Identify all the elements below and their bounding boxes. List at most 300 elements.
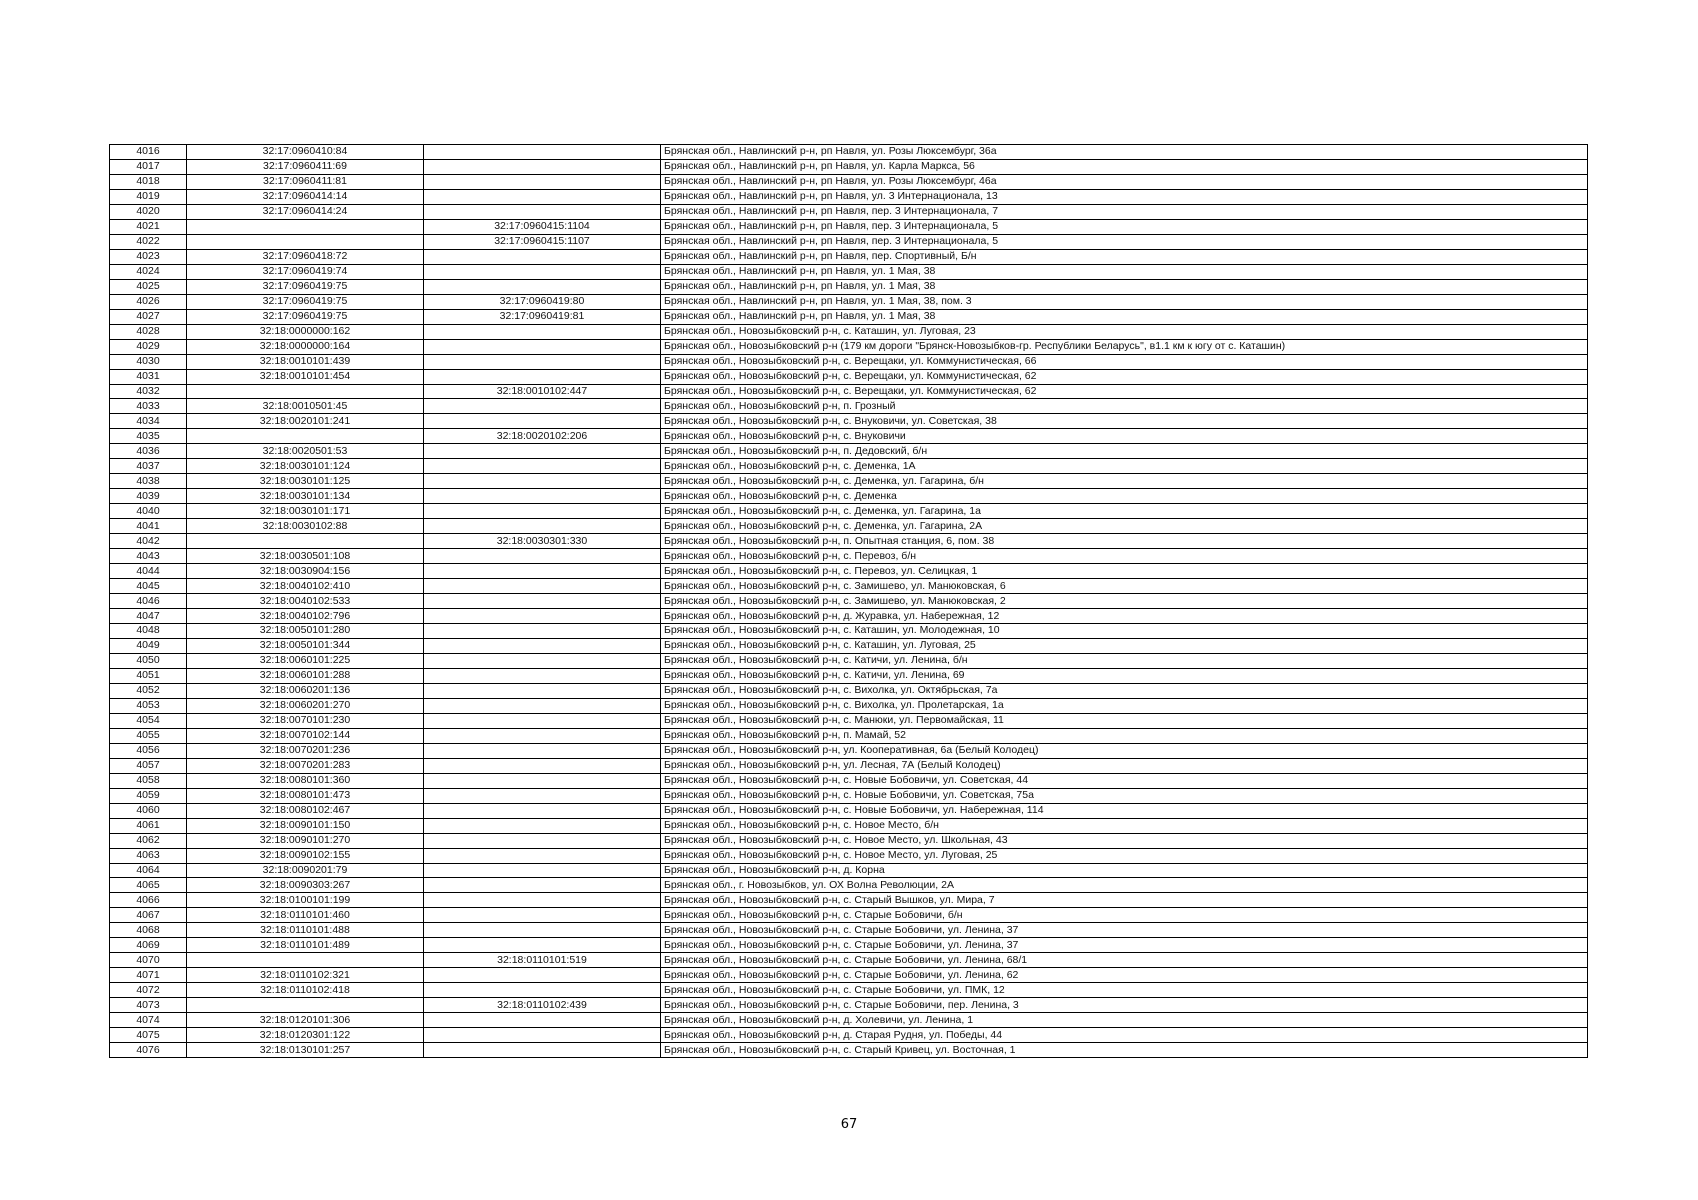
row-number-cell: 4072	[110, 983, 187, 998]
records-table	[109, 144, 1588, 1058]
address-cell: Брянская обл., Новозыбковский р-н, с. Деменка	[661, 489, 1588, 504]
row-number-cell: 4054	[110, 713, 187, 728]
table-row	[110, 758, 1588, 773]
table-row	[110, 294, 1588, 309]
row-number-cell: 4025	[110, 279, 187, 294]
cadastral-number-2-cell: 32:18:0030301:330	[424, 534, 661, 549]
address-cell: Брянская обл., Новозыбковский р-н, с. Катичи, ул. Ленина, б/н	[661, 653, 1588, 668]
cadastral-number-2-cell	[424, 414, 661, 429]
address-cell: Брянская обл., Новозыбковский р-н (179 км дороги "Брянск-Новозыбков-гр. Республики Беларусь", в1.1 км к югу от с. Каташин)	[661, 339, 1588, 354]
table-row	[110, 698, 1588, 713]
address-cell: Брянская обл., Новозыбковский р-н, д. Старая Рудня, ул. Победы, 44	[661, 1028, 1588, 1043]
cadastral-number-cell: 32:17:0960419:75	[187, 309, 424, 324]
address-cell: Брянская обл., Новозыбковский р-н, с. Катичи, ул. Ленина, 69	[661, 668, 1588, 683]
row-number-cell: 4044	[110, 564, 187, 579]
cadastral-number-cell: 32:18:0120101:306	[187, 1013, 424, 1028]
row-number-cell: 4069	[110, 938, 187, 953]
cadastral-number-2-cell: 32:17:0960419:81	[424, 309, 661, 324]
table-row	[110, 189, 1588, 204]
cadastral-number-2-cell	[424, 1028, 661, 1043]
address-cell: Брянская обл., Новозыбковский р-н, п. Грозный	[661, 399, 1588, 414]
cadastral-number-2-cell	[424, 638, 661, 653]
row-number-cell: 4020	[110, 204, 187, 219]
cadastral-number-cell: 32:17:0960418:72	[187, 249, 424, 264]
row-number-cell: 4075	[110, 1028, 187, 1043]
cadastral-number-cell: 32:18:0080101:473	[187, 788, 424, 803]
row-number-cell: 4061	[110, 818, 187, 833]
address-cell: Брянская обл., Новозыбковский р-н, с. Внуковичи	[661, 429, 1588, 444]
cadastral-number-2-cell: 32:17:0960415:1104	[424, 219, 661, 234]
row-number-cell: 4041	[110, 519, 187, 534]
cadastral-number-cell: 32:18:0030101:171	[187, 504, 424, 519]
table-row	[110, 504, 1588, 519]
cadastral-number-2-cell	[424, 788, 661, 803]
cadastral-number-2-cell: 32:17:0960419:80	[424, 294, 661, 309]
table-row	[110, 429, 1588, 444]
address-cell: Брянская обл., Навлинский р-н, рп Навля, ул. 1 Мая, 38, пом. 3	[661, 294, 1588, 309]
cadastral-number-cell: 32:18:0030501:108	[187, 549, 424, 564]
table-row	[110, 489, 1588, 504]
address-cell: Брянская обл., г. Новозыбков, ул. ОХ Волна Революции, 2А	[661, 878, 1588, 893]
row-number-cell: 4038	[110, 474, 187, 489]
address-cell: Брянская обл., Новозыбковский р-н, с. Новое Место, б/н	[661, 818, 1588, 833]
cadastral-number-2-cell	[424, 204, 661, 219]
table-row	[110, 339, 1588, 354]
row-number-cell: 4027	[110, 309, 187, 324]
table-row	[110, 384, 1588, 399]
address-cell: Брянская обл., Навлинский р-н, рп Навля, пер. 3 Интернационала, 7	[661, 204, 1588, 219]
cadastral-number-2-cell	[424, 773, 661, 788]
cadastral-number-cell: 32:18:0030904:156	[187, 564, 424, 579]
cadastral-number-2-cell	[424, 324, 661, 339]
row-number-cell: 4048	[110, 624, 187, 639]
row-number-cell: 4066	[110, 893, 187, 908]
cadastral-number-2-cell	[424, 609, 661, 624]
table-row	[110, 968, 1588, 983]
cadastral-number-cell: 32:17:0960419:75	[187, 279, 424, 294]
cadastral-number-cell: 32:18:0090303:267	[187, 878, 424, 893]
address-cell: Брянская обл., Новозыбковский р-н, с. Новые Бобовичи, ул. Набережная, 114	[661, 803, 1588, 818]
address-cell: Брянская обл., Новозыбковский р-н, с. Перевоз, б/н	[661, 549, 1588, 564]
row-number-cell: 4060	[110, 803, 187, 818]
row-number-cell: 4036	[110, 444, 187, 459]
address-cell: Брянская обл., Новозыбковский р-н, с. Старый Вышков, ул. Мира, 7	[661, 893, 1588, 908]
address-cell: Брянская обл., Новозыбковский р-н, с. Замишево, ул. Манюковская, 6	[661, 579, 1588, 594]
row-number-cell: 4047	[110, 609, 187, 624]
address-cell: Брянская обл., Новозыбковский р-н, ул. Лесная, 7А (Белый Колодец)	[661, 758, 1588, 773]
cadastral-number-cell: 32:17:0960410:84	[187, 145, 424, 160]
table-row	[110, 923, 1588, 938]
cadastral-number-2-cell	[424, 444, 661, 459]
cadastral-number-2-cell: 32:18:0110101:519	[424, 953, 661, 968]
cadastral-number-cell: 32:18:0030101:125	[187, 474, 424, 489]
cadastral-number-cell: 32:18:0120301:122	[187, 1028, 424, 1043]
table-row	[110, 713, 1588, 728]
address-cell: Брянская обл., Новозыбковский р-н, с. Новое Место, ул. Школьная, 43	[661, 833, 1588, 848]
cadastral-number-cell: 32:17:0960414:24	[187, 204, 424, 219]
table-row	[110, 474, 1588, 489]
row-number-cell: 4018	[110, 174, 187, 189]
cadastral-number-2-cell	[424, 1013, 661, 1028]
cadastral-number-cell: 32:18:0130101:257	[187, 1043, 424, 1058]
row-number-cell: 4033	[110, 399, 187, 414]
table-row	[110, 234, 1588, 249]
address-cell: Брянская обл., Новозыбковский р-н, с. Новые Бобовичи, ул. Советская, 75а	[661, 788, 1588, 803]
table-row	[110, 249, 1588, 264]
records-body	[110, 145, 1588, 1058]
address-cell: Брянская обл., Новозыбковский р-н, д. Журавка, ул. Набережная, 12	[661, 609, 1588, 624]
cadastral-number-cell: 32:18:0010101:454	[187, 369, 424, 384]
table-row	[110, 998, 1588, 1013]
row-number-cell: 4051	[110, 668, 187, 683]
cadastral-number-cell	[187, 234, 424, 249]
row-number-cell: 4024	[110, 264, 187, 279]
address-cell: Брянская обл., Новозыбковский р-н, с. Внуковичи, ул. Советская, 38	[661, 414, 1588, 429]
row-number-cell: 4058	[110, 773, 187, 788]
cadastral-number-cell: 32:18:0010501:45	[187, 399, 424, 414]
cadastral-number-cell: 32:18:0090201:79	[187, 863, 424, 878]
table-row	[110, 609, 1588, 624]
cadastral-number-2-cell	[424, 713, 661, 728]
cadastral-number-cell	[187, 219, 424, 234]
cadastral-number-2-cell	[424, 833, 661, 848]
address-cell: Брянская обл., Новозыбковский р-н, с. Каташин, ул. Молодежная, 10	[661, 624, 1588, 639]
row-number-cell: 4050	[110, 653, 187, 668]
table-row	[110, 579, 1588, 594]
address-cell: Брянская обл., Новозыбковский р-н, д. Корна	[661, 863, 1588, 878]
table-row	[110, 878, 1588, 893]
cadastral-number-cell: 32:18:0090101:270	[187, 833, 424, 848]
row-number-cell: 4059	[110, 788, 187, 803]
cadastral-number-cell: 32:18:0030102:88	[187, 519, 424, 534]
cadastral-number-cell: 32:18:0000000:164	[187, 339, 424, 354]
address-cell: Брянская обл., Новозыбковский р-н, с. Верещаки, ул. Коммунистическая, 66	[661, 354, 1588, 369]
address-cell: Брянская обл., Навлинский р-н, рп Навля, ул. Розы Люксембург, 36а	[661, 145, 1588, 160]
cadastral-number-2-cell	[424, 683, 661, 698]
cadastral-number-2-cell: 32:17:0960415:1107	[424, 234, 661, 249]
cadastral-number-cell: 32:17:0960411:69	[187, 159, 424, 174]
cadastral-number-2-cell	[424, 968, 661, 983]
table-row	[110, 369, 1588, 384]
cadastral-number-2-cell	[424, 264, 661, 279]
address-cell: Брянская обл., Навлинский р-н, рп Навля, пер. Спортивный, Б/н	[661, 249, 1588, 264]
table-row	[110, 818, 1588, 833]
cadastral-number-cell: 32:18:0070101:230	[187, 713, 424, 728]
row-number-cell: 4064	[110, 863, 187, 878]
address-cell: Брянская обл., Новозыбковский р-н, с. Старые Бобовичи, ул. Ленина, 37	[661, 923, 1588, 938]
table-row	[110, 399, 1588, 414]
cadastral-number-2-cell	[424, 354, 661, 369]
table-row	[110, 668, 1588, 683]
cadastral-number-2-cell	[424, 818, 661, 833]
cadastral-number-cell	[187, 953, 424, 968]
address-cell: Брянская обл., Новозыбковский р-н, п. Мамай, 52	[661, 728, 1588, 743]
address-cell: Брянская обл., Новозыбковский р-н, с. Манюки, ул. Первомайская, 11	[661, 713, 1588, 728]
cadastral-number-2-cell	[424, 758, 661, 773]
row-number-cell: 4063	[110, 848, 187, 863]
address-cell: Брянская обл., Навлинский р-н, рп Навля, ул. 1 Мая, 38	[661, 264, 1588, 279]
cadastral-number-cell: 32:18:0110101:460	[187, 908, 424, 923]
address-cell: Брянская обл., Новозыбковский р-н, с. Новые Бобовичи, ул. Советская, 44	[661, 773, 1588, 788]
cadastral-number-cell: 32:18:0060201:136	[187, 683, 424, 698]
address-cell: Брянская обл., Новозыбковский р-н, с. Новое Место, ул. Луговая, 25	[661, 848, 1588, 863]
cadastral-number-cell: 32:18:0010101:439	[187, 354, 424, 369]
address-cell: Брянская обл., Навлинский р-н, рп Навля, пер. 3 Интернационала, 5	[661, 219, 1588, 234]
row-number-cell: 4055	[110, 728, 187, 743]
cadastral-number-2-cell	[424, 938, 661, 953]
cadastral-number-cell: 32:18:0110102:418	[187, 983, 424, 998]
table-row	[110, 459, 1588, 474]
table-row	[110, 204, 1588, 219]
table-row	[110, 594, 1588, 609]
cadastral-number-cell: 32:18:0060101:288	[187, 668, 424, 683]
table-row	[110, 728, 1588, 743]
page-number: 67	[840, 1117, 858, 1132]
row-number-cell: 4039	[110, 489, 187, 504]
cadastral-number-2-cell	[424, 624, 661, 639]
cadastral-number-2-cell	[424, 579, 661, 594]
address-cell: Брянская обл., Новозыбковский р-н, с. Старые Бобовичи, ул. Ленина, 68/1	[661, 953, 1588, 968]
address-cell: Брянская обл., Новозыбковский р-н, с. Старые Бобовичи, пер. Ленина, 3	[661, 998, 1588, 1013]
table-row	[110, 803, 1588, 818]
cadastral-number-2-cell: 32:18:0020102:206	[424, 429, 661, 444]
cadastral-number-2-cell	[424, 893, 661, 908]
row-number-cell: 4070	[110, 953, 187, 968]
cadastral-number-cell	[187, 384, 424, 399]
table-row	[110, 1013, 1588, 1028]
row-number-cell: 4065	[110, 878, 187, 893]
address-cell: Брянская обл., Навлинский р-н, рп Навля, ул. Розы Люксембург, 46а	[661, 174, 1588, 189]
address-cell: Брянская обл., Новозыбковский р-н, с. Вихолка, ул. Пролетарская, 1а	[661, 698, 1588, 713]
cadastral-number-cell: 32:18:0040102:533	[187, 594, 424, 609]
cadastral-number-2-cell	[424, 159, 661, 174]
table-row	[110, 264, 1588, 279]
cadastral-number-2-cell	[424, 519, 661, 534]
cadastral-number-2-cell	[424, 698, 661, 713]
row-number-cell: 4057	[110, 758, 187, 773]
address-cell: Брянская обл., Новозыбковский р-н, с. Деменка, ул. Гагарина, 2А	[661, 519, 1588, 534]
table-row	[110, 1043, 1588, 1058]
cadastral-number-cell: 32:18:0070201:283	[187, 758, 424, 773]
address-cell: Брянская обл., Навлинский р-н, рп Навля, ул. 1 Мая, 38	[661, 279, 1588, 294]
address-cell: Брянская обл., Навлинский р-н, рп Навля, ул. Карла Маркса, 56	[661, 159, 1588, 174]
table-row	[110, 444, 1588, 459]
row-number-cell: 4021	[110, 219, 187, 234]
cadastral-number-cell	[187, 998, 424, 1013]
cadastral-number-cell: 32:18:0060201:270	[187, 698, 424, 713]
cadastral-number-2-cell	[424, 279, 661, 294]
cadastral-number-2-cell: 32:18:0110102:439	[424, 998, 661, 1013]
cadastral-number-2-cell	[424, 189, 661, 204]
cadastral-number-cell	[187, 534, 424, 549]
address-cell: Брянская обл., Новозыбковский р-н, с. Деменка, 1А	[661, 459, 1588, 474]
table-row	[110, 638, 1588, 653]
row-number-cell: 4062	[110, 833, 187, 848]
address-cell: Брянская обл., Новозыбковский р-н, п. Дедовский, б/н	[661, 444, 1588, 459]
table-row	[110, 159, 1588, 174]
table-row	[110, 549, 1588, 564]
cadastral-number-2-cell	[424, 594, 661, 609]
cadastral-number-cell: 32:18:0020101:241	[187, 414, 424, 429]
cadastral-number-cell: 32:18:0050101:280	[187, 624, 424, 639]
cadastral-number-2-cell	[424, 878, 661, 893]
row-number-cell: 4056	[110, 743, 187, 758]
cadastral-number-cell: 32:18:0030101:134	[187, 489, 424, 504]
cadastral-number-2-cell	[424, 489, 661, 504]
table-row	[110, 174, 1588, 189]
cadastral-number-cell: 32:18:0110101:488	[187, 923, 424, 938]
cadastral-number-2-cell	[424, 1043, 661, 1058]
row-number-cell: 4029	[110, 339, 187, 354]
table-row	[110, 145, 1588, 160]
row-number-cell: 4052	[110, 683, 187, 698]
cadastral-number-2-cell	[424, 743, 661, 758]
row-number-cell: 4043	[110, 549, 187, 564]
row-number-cell: 4042	[110, 534, 187, 549]
address-cell: Брянская обл., Новозыбковский р-н, с. Старые Бобовичи, ул. ПМК, 12	[661, 983, 1588, 998]
cadastral-number-cell: 32:18:0090102:155	[187, 848, 424, 863]
address-cell: Брянская обл., Новозыбковский р-н, с. Деменка, ул. Гагарина, б/н	[661, 474, 1588, 489]
cadastral-number-cell: 32:18:0030101:124	[187, 459, 424, 474]
row-number-cell: 4071	[110, 968, 187, 983]
cadastral-number-2-cell	[424, 728, 661, 743]
cadastral-number-cell: 32:18:0090101:150	[187, 818, 424, 833]
address-cell: Брянская обл., Новозыбковский р-н, с. Верещаки, ул. Коммунистическая, 62	[661, 384, 1588, 399]
cadastral-number-2-cell	[424, 399, 661, 414]
cadastral-number-2-cell	[424, 459, 661, 474]
cadastral-number-cell	[187, 429, 424, 444]
table-row	[110, 309, 1588, 324]
address-cell: Брянская обл., Новозыбковский р-н, п. Опытная станция, 6, пом. 38	[661, 534, 1588, 549]
row-number-cell: 4076	[110, 1043, 187, 1058]
table-row	[110, 788, 1588, 803]
row-number-cell: 4016	[110, 145, 187, 160]
cadastral-number-2-cell	[424, 549, 661, 564]
row-number-cell: 4030	[110, 354, 187, 369]
row-number-cell: 4034	[110, 414, 187, 429]
table-row	[110, 534, 1588, 549]
cadastral-number-cell: 32:18:0060101:225	[187, 653, 424, 668]
cadastral-number-cell: 32:18:0040102:796	[187, 609, 424, 624]
cadastral-number-cell: 32:18:0110101:489	[187, 938, 424, 953]
row-number-cell: 4022	[110, 234, 187, 249]
table-row	[110, 219, 1588, 234]
cadastral-number-2-cell	[424, 653, 661, 668]
row-number-cell: 4031	[110, 369, 187, 384]
address-cell: Брянская обл., Новозыбковский р-н, с. Каташин, ул. Луговая, 23	[661, 324, 1588, 339]
row-number-cell: 4037	[110, 459, 187, 474]
cadastral-number-2-cell: 32:18:0010102:447	[424, 384, 661, 399]
address-cell: Брянская обл., Новозыбковский р-н, ул. Кооперативная, 6а (Белый Колодец)	[661, 743, 1588, 758]
row-number-cell: 4067	[110, 908, 187, 923]
table-row	[110, 414, 1588, 429]
table-row	[110, 653, 1588, 668]
cadastral-number-2-cell	[424, 848, 661, 863]
cadastral-number-cell: 32:18:0080101:360	[187, 773, 424, 788]
table-row	[110, 564, 1588, 579]
table-row	[110, 938, 1588, 953]
address-cell: Брянская обл., Новозыбковский р-н, с. Верещаки, ул. Коммунистическая, 62	[661, 369, 1588, 384]
table-row	[110, 1028, 1588, 1043]
cadastral-number-cell: 32:18:0050101:344	[187, 638, 424, 653]
row-number-cell: 4073	[110, 998, 187, 1013]
cadastral-number-cell: 32:17:0960414:14	[187, 189, 424, 204]
table-row	[110, 863, 1588, 878]
cadastral-number-2-cell	[424, 564, 661, 579]
cadastral-number-cell: 32:18:0070102:144	[187, 728, 424, 743]
row-number-cell: 4023	[110, 249, 187, 264]
table-row	[110, 683, 1588, 698]
table-row	[110, 773, 1588, 788]
table-row	[110, 908, 1588, 923]
table-row	[110, 324, 1588, 339]
address-cell: Брянская обл., Новозыбковский р-н, с. Старые Бобовичи, ул. Ленина, 62	[661, 968, 1588, 983]
cadastral-number-cell: 32:17:0960411:81	[187, 174, 424, 189]
table-row	[110, 833, 1588, 848]
table-row	[110, 624, 1588, 639]
cadastral-number-cell: 32:18:0110102:321	[187, 968, 424, 983]
row-number-cell: 4045	[110, 579, 187, 594]
address-cell: Брянская обл., Новозыбковский р-н, с. Деменка, ул. Гагарина, 1а	[661, 504, 1588, 519]
cadastral-number-cell: 32:18:0070201:236	[187, 743, 424, 758]
address-cell: Брянская обл., Новозыбковский р-н, с. Старые Бобовичи, ул. Ленина, 37	[661, 938, 1588, 953]
cadastral-number-2-cell	[424, 369, 661, 384]
cadastral-number-2-cell	[424, 983, 661, 998]
cadastral-number-2-cell	[424, 863, 661, 878]
table-row	[110, 519, 1588, 534]
cadastral-number-2-cell	[424, 474, 661, 489]
address-cell: Брянская обл., Новозыбковский р-н, с. Замишево, ул. Манюковская, 2	[661, 594, 1588, 609]
address-cell: Брянская обл., Новозыбковский р-н, с. Старый Кривец, ул. Восточная, 1	[661, 1043, 1588, 1058]
cadastral-number-2-cell	[424, 803, 661, 818]
table-row	[110, 354, 1588, 369]
address-cell: Брянская обл., Новозыбковский р-н, с. Перевоз, ул. Селицкая, 1	[661, 564, 1588, 579]
cadastral-number-2-cell	[424, 908, 661, 923]
table-row	[110, 279, 1588, 294]
row-number-cell: 4068	[110, 923, 187, 938]
address-cell: Брянская обл., Новозыбковский р-н, д. Холевичи, ул. Ленина, 1	[661, 1013, 1588, 1028]
cadastral-number-cell: 32:18:0080102:467	[187, 803, 424, 818]
row-number-cell: 4026	[110, 294, 187, 309]
cadastral-number-cell: 32:17:0960419:75	[187, 294, 424, 309]
address-cell: Брянская обл., Новозыбковский р-н, с. Вихолка, ул. Октябрьская, 7а	[661, 683, 1588, 698]
cadastral-number-2-cell	[424, 174, 661, 189]
row-number-cell: 4028	[110, 324, 187, 339]
table-row	[110, 893, 1588, 908]
table-row	[110, 743, 1588, 758]
cadastral-number-cell: 32:18:0020501:53	[187, 444, 424, 459]
address-cell: Брянская обл., Новозыбковский р-н, с. Старые Бобовичи, б/н	[661, 908, 1588, 923]
address-cell: Брянская обл., Новозыбковский р-н, с. Каташин, ул. Луговая, 25	[661, 638, 1588, 653]
row-number-cell: 4074	[110, 1013, 187, 1028]
cadastral-number-cell: 32:17:0960419:74	[187, 264, 424, 279]
cadastral-number-cell: 32:18:0100101:199	[187, 893, 424, 908]
table-row	[110, 983, 1588, 998]
cadastral-number-2-cell	[424, 504, 661, 519]
address-cell: Брянская обл., Навлинский р-н, рп Навля, ул. 3 Интернационала, 13	[661, 189, 1588, 204]
cadastral-number-2-cell	[424, 668, 661, 683]
table-row	[110, 848, 1588, 863]
row-number-cell: 4032	[110, 384, 187, 399]
address-cell: Брянская обл., Навлинский р-н, рп Навля, пер. 3 Интернационала, 5	[661, 234, 1588, 249]
cadastral-number-2-cell	[424, 923, 661, 938]
address-cell: Брянская обл., Навлинский р-н, рп Навля, ул. 1 Мая, 38	[661, 309, 1588, 324]
cadastral-number-2-cell	[424, 145, 661, 160]
row-number-cell: 4049	[110, 638, 187, 653]
row-number-cell: 4019	[110, 189, 187, 204]
cadastral-number-cell: 32:18:0000000:162	[187, 324, 424, 339]
row-number-cell: 4046	[110, 594, 187, 609]
